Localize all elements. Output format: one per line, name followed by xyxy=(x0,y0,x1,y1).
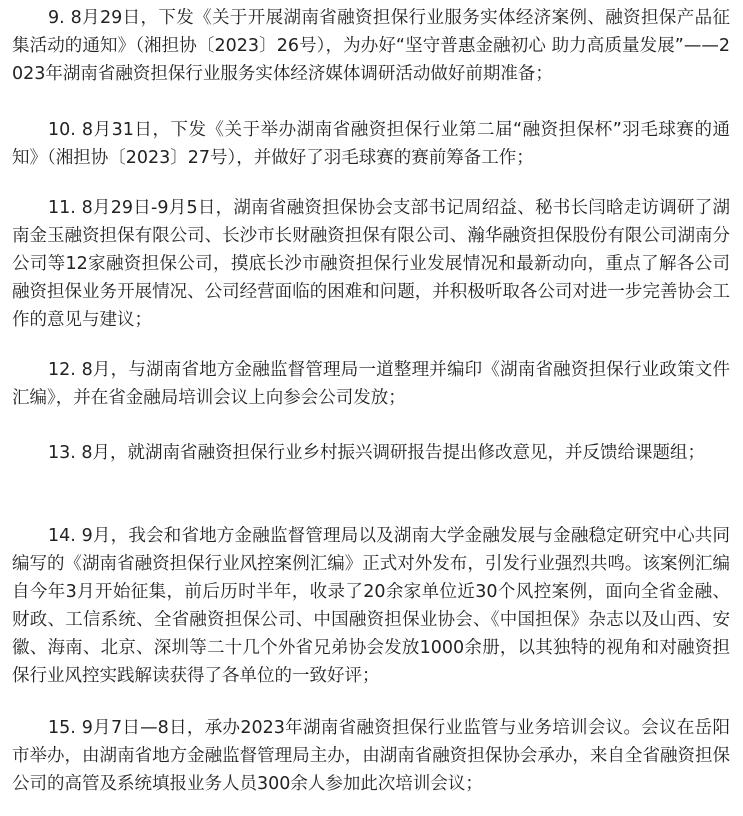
paragraph-item-11: 11. 8月29日-9月5日，湖南省融资担保协会支部书记周绍益、秘书长闫晗走访调研了湖南金玉融资担保有限公司、长沙市长财融资担保有限公司、瀚华融资担保股份有限公司湖南分公司等12家融资担保公司，摸底长沙市融资担保行业发展情况和最新动向，重点了解各公司融资担保业务开展情况、公司经营面临的困难和问题，并积极听取各公司对进一步完善协会工作的意见与建议； xyxy=(12,198,730,330)
paragraph-item-15: 15. 9月7日—8日，承办2023年湖南省融资担保行业监管与业务培训会议。会议在岳阳市举办，由湖南省地方金融监督管理局主办，由湖南省融资担保协会承办，来自全省融资担保公司的高管及系统填报业务人员300余人参加此次培训会议； xyxy=(12,718,730,794)
paragraph-item-9: 9. 8月29日，下发《关于开展湖南省融资担保行业服务实体经济案例、融资担保产品征集活动的通知》（湘担协〔2023〕26号），为办好“坚守普惠金融初心 助力高质量发展”——2023年湖南省融资担保行业服务实体经济媒体调研活动做好前期准备； xyxy=(12,8,730,84)
paragraph-item-12: 12. 8月，与湖南省地方金融监督管理局一道整理并编印《湖南省融资担保行业政策文件汇编》，并在省金融局培训会议上向参会公司发放； xyxy=(12,360,730,408)
paragraph-item-10: 10. 8月31日，下发《关于举办湖南省融资担保行业第二届“融资担保杯”羽毛球赛的通知》（湘担协〔2023〕27号），并做好了羽毛球赛的赛前筹备工作； xyxy=(12,120,730,168)
paragraph-item-14: 14. 9月，我会和省地方金融监督管理局以及湖南大学金融发展与金融稳定研究中心共同编写的《湖南省融资担保行业风控案例汇编》正式对外发布，引发行业强烈共鸣。该案例汇编自今年3月开始征集，前后历时半年，收录了20余家单位近30个风控案例，面向全省金融、财政、工信系统、全省融资担保公司、中国融资担保业协会、《中国担保》杂志以及山西、安徽、海南、北京、深圳等二十几个外省兄弟协会发放1000余册，以其独特的视角和对融资担保行业风控实践解读获得了各单位的一致好评； xyxy=(12,526,730,686)
paragraph-item-13: 13. 8月，就湖南省融资担保行业乡村振兴调研报告提出修改意见，并反馈给课题组； xyxy=(48,443,706,463)
